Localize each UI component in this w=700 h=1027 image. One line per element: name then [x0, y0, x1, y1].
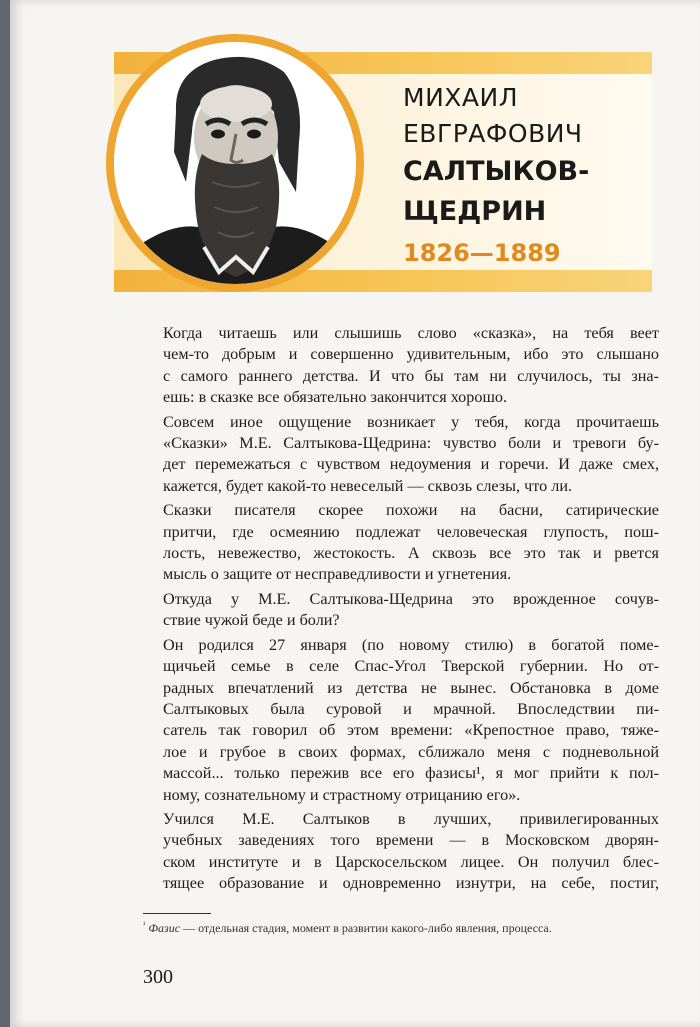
footnote-text: — отдельная стадия, момент в развитии какого-либо явления, процесса. — [180, 921, 552, 935]
author-first-name: МИХАИЛ — [403, 83, 518, 112]
text-line: щичьей семье в селе Спас-Угол Тверской губернии. Но от- — [163, 657, 659, 676]
text-line: притчи, где осмеянию подлежат человеческая глупость, пош- — [163, 522, 659, 541]
author-patronymic: ЕВГРАФОВИЧ — [403, 119, 583, 148]
text-line: Когда читаешь или слышишь слово «сказка», на тебя веет — [163, 324, 659, 342]
footnote-mark: ¹ — [143, 920, 146, 929]
text-line: дет перемежаться с чувством недоумения и горечи. И даже смех, — [163, 455, 659, 474]
text-line: ешь: в сказке все обязательно закончится хорошо. — [163, 388, 508, 407]
text-line: лое и грубое в своих формах, сближало меня с подневольной — [163, 742, 659, 761]
body-text — [143, 323, 659, 898]
text-line: кажется, будет какой-то невеселый — сквозь слезы, что ли. — [163, 476, 573, 495]
footnote-divider — [143, 913, 211, 914]
page-number: 300 — [143, 966, 173, 988]
paragraph — [143, 809, 659, 895]
text-line: ствие чужой беде и боли? — [163, 611, 340, 630]
footnote — [143, 920, 659, 937]
text-line: Учился М.Е. Салтыков в лучших, привилегированных — [163, 809, 659, 828]
text-line: сатель так говорил об этом времени: «Крепостное право, тяже- — [163, 721, 659, 740]
text-line: чем-то добрым и совершенно удивительным, ибо это слышано — [163, 345, 659, 364]
text-line: радных впечатлений из детства не вынес. Обстановка в доме — [163, 678, 659, 697]
paragraph — [143, 412, 659, 498]
text-line: учебных заведениях того времени — в Московском дворян- — [163, 831, 659, 850]
text-line: ском институте и в Царскосельском лицее. Он получил блес- — [163, 852, 659, 871]
text-line: мысль о защите от несправедливости и угнетения. — [163, 565, 512, 584]
author-life-years: 1826—1889 — [403, 239, 561, 267]
portrait-illustration — [114, 42, 356, 284]
paragraph — [143, 500, 659, 586]
text-line: Сказки писателя скорее похожи на басни, сатирические — [163, 501, 659, 520]
text-line: ному, сознательному и страстному отрицанию его». — [163, 785, 521, 804]
author-surname-line-2: ЩЕДРИН — [403, 196, 547, 227]
paragraph — [143, 635, 659, 806]
text-line: Салтыковых была суровой и мрачной. Впоследствии пи- — [163, 699, 659, 718]
text-line: Совсем иное ощущение возникает у тебя, когда прочитаешь — [163, 412, 659, 431]
paragraph — [143, 323, 659, 409]
text-line: тящее образование и одновременно изнутри, на себе, постиг, — [163, 874, 659, 893]
text-line: Откуда у М.Е. Салтыкова-Щедрина это врожденное сочув- — [163, 589, 659, 608]
author-name-block — [403, 80, 653, 272]
author-surname-line-1: САЛТЫКОВ- — [403, 156, 590, 187]
text-line: массой... только пережив все его фазисы¹, я мог прийти к пол- — [163, 764, 659, 783]
text-line: Он родился 27 января (по новому стилю) в богатой поме- — [163, 635, 659, 654]
book-page — [10, 0, 700, 1027]
text-line: лость, невежество, жестокость. А сквозь все это так и рвется — [163, 544, 659, 563]
text-line: «Сказки» М.Е. Салтыкова-Щедрина: чувство боли и тревоги бу- — [163, 434, 659, 453]
footnote-term: Фазис — [148, 921, 181, 935]
paragraph — [143, 589, 659, 632]
text-line: с самого раннего детства. И что бы там ни случилось, ты зна- — [163, 366, 659, 385]
author-portrait — [106, 34, 364, 292]
